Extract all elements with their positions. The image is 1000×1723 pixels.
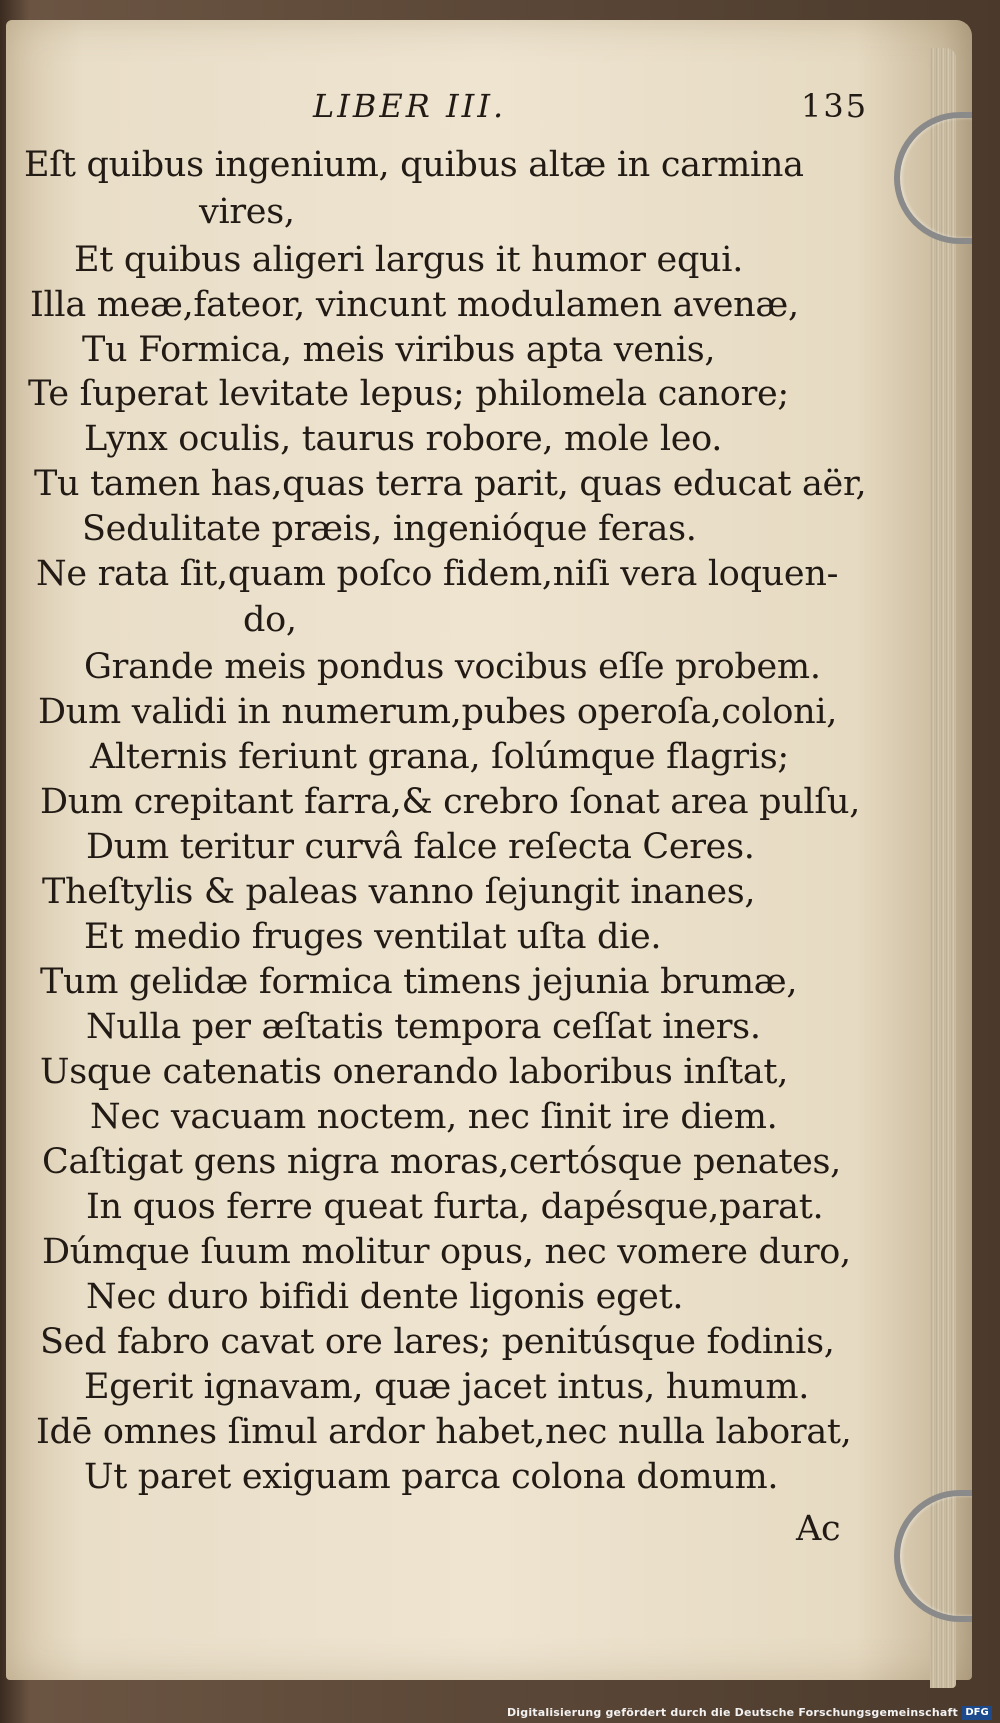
- verse-line: Tu Formica, meis viribus apta venis,: [82, 330, 716, 370]
- verse-line: Sedulitate præis, ingeniόque feras.: [82, 509, 697, 549]
- verse-line: Illa meæ,fateor, vincunt modulamen avenæ,: [30, 285, 799, 325]
- verse-line: vires,: [199, 192, 295, 232]
- page-stack-edges: [930, 48, 956, 1688]
- verse-line: Theſtylis & paleas vanno ſejungit inanes,: [42, 872, 756, 912]
- verse-line: Dúmque ſuum molitur opus, nec vomere duro,: [42, 1232, 851, 1272]
- digitization-credit: Digitalisierung gefördert durch die Deutsche Forschungsgemeinschaft: [506, 1706, 958, 1719]
- verse-line: Dum validi in numerum,pubes operoſa,coloni,: [38, 692, 838, 732]
- verse-line: Sed fabro cavat ore lares; penitúsque fodinis,: [40, 1322, 835, 1362]
- verse-line: Eſt quibus ingenium, quibus altæ in carmina: [24, 145, 804, 185]
- verse-line: Caſtigat gens nigra moras,certósque penates,: [42, 1142, 841, 1182]
- verse-line: In quos ferre queat furta, dapésque,parat.: [86, 1187, 824, 1227]
- verse-line: Idē omnes ſimul ardor habet,nec nulla laborat,: [36, 1412, 852, 1452]
- verse-line: Usque catenatis onerando laboribus inſtat,: [40, 1052, 789, 1092]
- verse-line: Tu tamen has,quas terra parit, quas educat aër,: [34, 464, 867, 504]
- verse-line: Nec vacuam noctem, nec ſinit ire diem.: [90, 1097, 778, 1137]
- verse-line: Et medio fruges ventilat uſta die.: [84, 917, 662, 957]
- running-title: LIBER III.: [313, 87, 507, 125]
- page-number: 135: [801, 87, 869, 125]
- book-page: [6, 20, 972, 1680]
- catchword: Ac: [796, 1509, 841, 1549]
- verse-line: do,: [243, 600, 297, 640]
- verse-line: Nulla per æſtatis tempora ceſſat iners.: [86, 1007, 761, 1047]
- verse-line: Grande meis pondus vocibus eſſe probem.: [84, 647, 821, 687]
- verse-line: Alternis feriunt grana, ſolúmque flagris;: [90, 737, 789, 777]
- verse-line: Lynx oculis, taurus robore, mole leo.: [84, 419, 723, 459]
- metal-clasp-top: [894, 112, 972, 244]
- verse-line: Dum teritur curvâ falce reſecta Ceres.: [86, 827, 755, 867]
- verse-line: Dum crepitant farra,& crebro ſonat area pulſu,: [40, 782, 861, 822]
- verse-line: Egerit ignavam, quæ jacet intus, humum.: [84, 1367, 810, 1407]
- verse-line: Te ſuperat levitate lepus; philomela canore;: [28, 374, 789, 414]
- verse-line: Et quibus aligeri largus it humor equi.: [74, 240, 744, 280]
- dfg-logo: DFG: [962, 1706, 992, 1720]
- verse-line: Nec duro bifidi dente ligonis eget.: [86, 1277, 684, 1317]
- verse-line: Ut paret exiguam parca colona domum.: [84, 1457, 779, 1497]
- verse-line: Tum gelidæ formica timens jejunia brumæ,: [40, 962, 798, 1002]
- verse-line: Ne rata ſit,quam poſco fidem,niſi vera loquen-: [36, 554, 839, 594]
- metal-clasp-bottom: [894, 1490, 972, 1622]
